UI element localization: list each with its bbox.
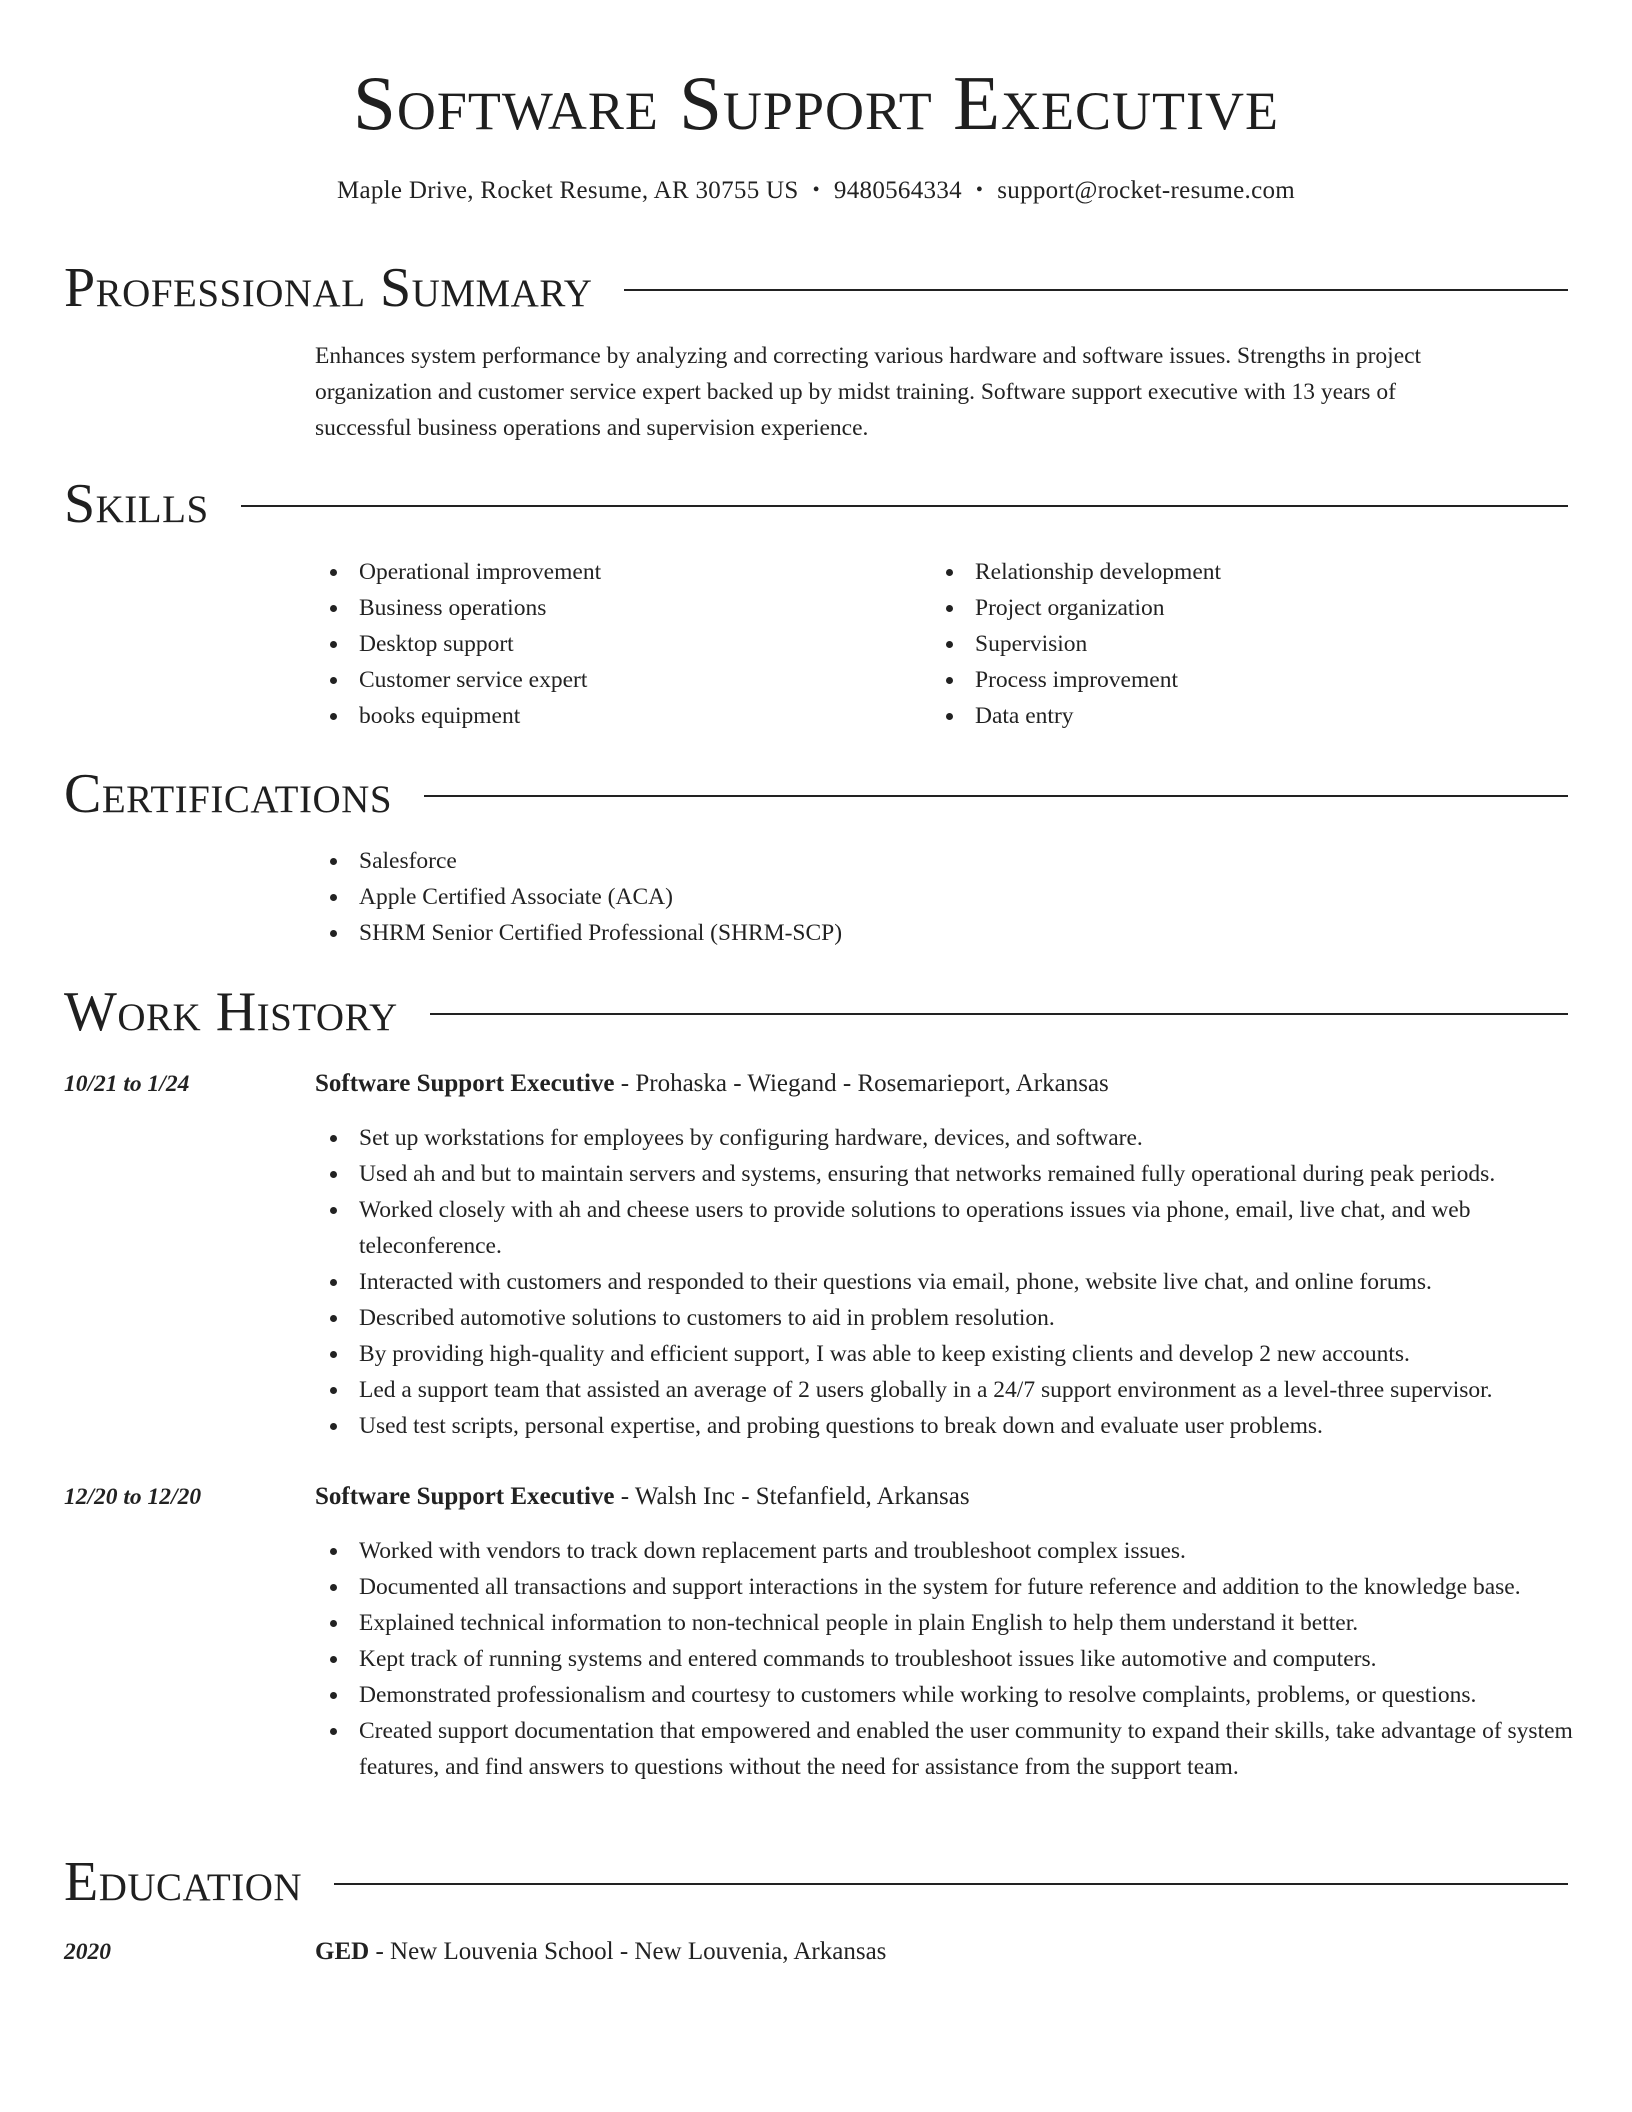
contact-phone: 9480564334 — [833, 177, 962, 204]
job-bullet: Used ah and but to maintain servers and systems, ensuring that networks remained fully operational during peak periods. — [315, 1156, 1585, 1192]
section-header-education — [64, 1852, 1568, 1912]
job-bullet: Led a support team that assisted an average of 2 users globally in a 24/7 support environment as a level-three supervisor. — [315, 1372, 1585, 1408]
skill-item: Supervision — [931, 626, 1531, 662]
job-employer: - Walsh Inc - Stefanfield, Arkansas — [614, 1483, 970, 1510]
certifications-list — [315, 843, 1575, 951]
job-title: Software Support Executive — [315, 1070, 615, 1097]
contact-email: support@rocket-resume.com — [997, 177, 1296, 204]
job-bullet: Used test scripts, personal expertise, and probing questions to break down and evaluate user problems. — [315, 1408, 1585, 1444]
skills-column-right — [931, 554, 1531, 734]
education-year: 2020 — [64, 1939, 111, 1965]
job-employer: - Prohaska - Wiegand - Rosemarieport, Arkansas — [614, 1070, 1109, 1097]
certification-item: Salesforce — [315, 843, 1575, 879]
summary-line: Enhances system performance by analyzing and correcting various hardware and software issues. Strengths in project — [315, 343, 1422, 369]
section-title: Skills — [64, 473, 209, 535]
section-header-skills — [64, 474, 1568, 534]
job-bullet: Worked with vendors to track down replacement parts and troubleshoot complex issues. — [315, 1533, 1575, 1569]
job-title-line — [315, 1480, 1575, 1514]
job-bullet: By providing high-quality and efficient support, I was able to keep existing clients and develop 2 new accounts. — [315, 1336, 1585, 1372]
section-title: Certifications — [64, 763, 393, 825]
skill-item: Customer service expert — [315, 662, 915, 698]
job-bullets — [315, 1533, 1575, 1785]
certification-item: Apple Certified Associate (ACA) — [315, 879, 1575, 915]
section-header-work-history — [64, 982, 1568, 1042]
education-school: - New Louvenia School - New Louvenia, Arkansas — [369, 1938, 887, 1965]
job-bullet: Described automotive solutions to customers to aid in problem resolution. — [315, 1300, 1585, 1336]
skill-item: Project organization — [931, 590, 1531, 626]
section-divider — [624, 289, 1568, 291]
skill-item: Desktop support — [315, 626, 915, 662]
job-bullet: Worked closely with ah and cheese users to provide solutions to operations issues via phone, email, live chat, and web teleconference. — [315, 1192, 1585, 1264]
section-header-certifications — [64, 764, 1568, 824]
job-bullet: Demonstrated professionalism and courtesy to customers while working to resolve complaints, problems, or questions. — [315, 1677, 1575, 1713]
skill-item: books equipment — [315, 698, 915, 734]
job-bullet: Explained technical information to non-technical people in plain English to help them understand it better. — [315, 1605, 1575, 1641]
job-bullet: Kept track of running systems and entered commands to troubleshoot issues like automotive and computers. — [315, 1641, 1575, 1677]
section-header-summary — [64, 258, 1568, 318]
job-bullet: Documented all transactions and support interactions in the system for future reference and addition to the knowledge base. — [315, 1569, 1575, 1605]
job-bullet: Set up workstations for employees by configuring hardware, devices, and software. — [315, 1120, 1585, 1156]
job-bullet: Created support documentation that empowered and enabled the user community to expand their skills, take advantage of system features, and find answers to questions without the need for assistance from the support team. — [315, 1713, 1575, 1785]
section-title: Work History — [64, 981, 398, 1043]
skill-item: Process improvement — [931, 662, 1531, 698]
summary-text — [315, 338, 1575, 446]
contact-separator: • — [975, 179, 984, 201]
section-divider — [334, 1883, 1568, 1885]
section-divider — [241, 505, 1568, 507]
contact-address: Maple Drive, Rocket Resume, AR 30755 US — [336, 177, 799, 204]
job-dates: 10/21 to 1/24 — [64, 1071, 190, 1097]
skill-item: Business operations — [315, 590, 915, 626]
skill-item: Relationship development — [931, 554, 1531, 590]
skill-item: Operational improvement — [315, 554, 915, 590]
job-bullet: Interacted with customers and responded to their questions via email, phone, website live chat, and online forums. — [315, 1264, 1585, 1300]
skills-column-left — [315, 554, 915, 734]
certification-item: SHRM Senior Certified Professional (SHRM-SCP) — [315, 915, 1575, 951]
contact-separator: • — [812, 179, 820, 201]
section-divider — [424, 795, 1568, 797]
job-dates: 12/20 to 12/20 — [64, 1484, 202, 1510]
resume-name-title: Software Support Executive — [353, 60, 1279, 146]
education-degree: GED — [315, 1938, 370, 1965]
skill-item: Data entry — [931, 698, 1531, 734]
job-title-line — [315, 1067, 1575, 1101]
summary-line: organization and customer service expert backed up by midst training. Software support executive with 13 years of — [315, 379, 1396, 405]
summary-line: successful business operations and supervision experience. — [315, 415, 869, 441]
contact-line — [0, 174, 1632, 209]
section-title: Professional Summary — [64, 257, 593, 319]
section-title: Education — [64, 1851, 303, 1913]
section-divider — [430, 1013, 1568, 1015]
job-title: Software Support Executive — [315, 1483, 615, 1510]
education-line — [315, 1935, 1575, 1969]
job-bullets — [315, 1120, 1585, 1444]
